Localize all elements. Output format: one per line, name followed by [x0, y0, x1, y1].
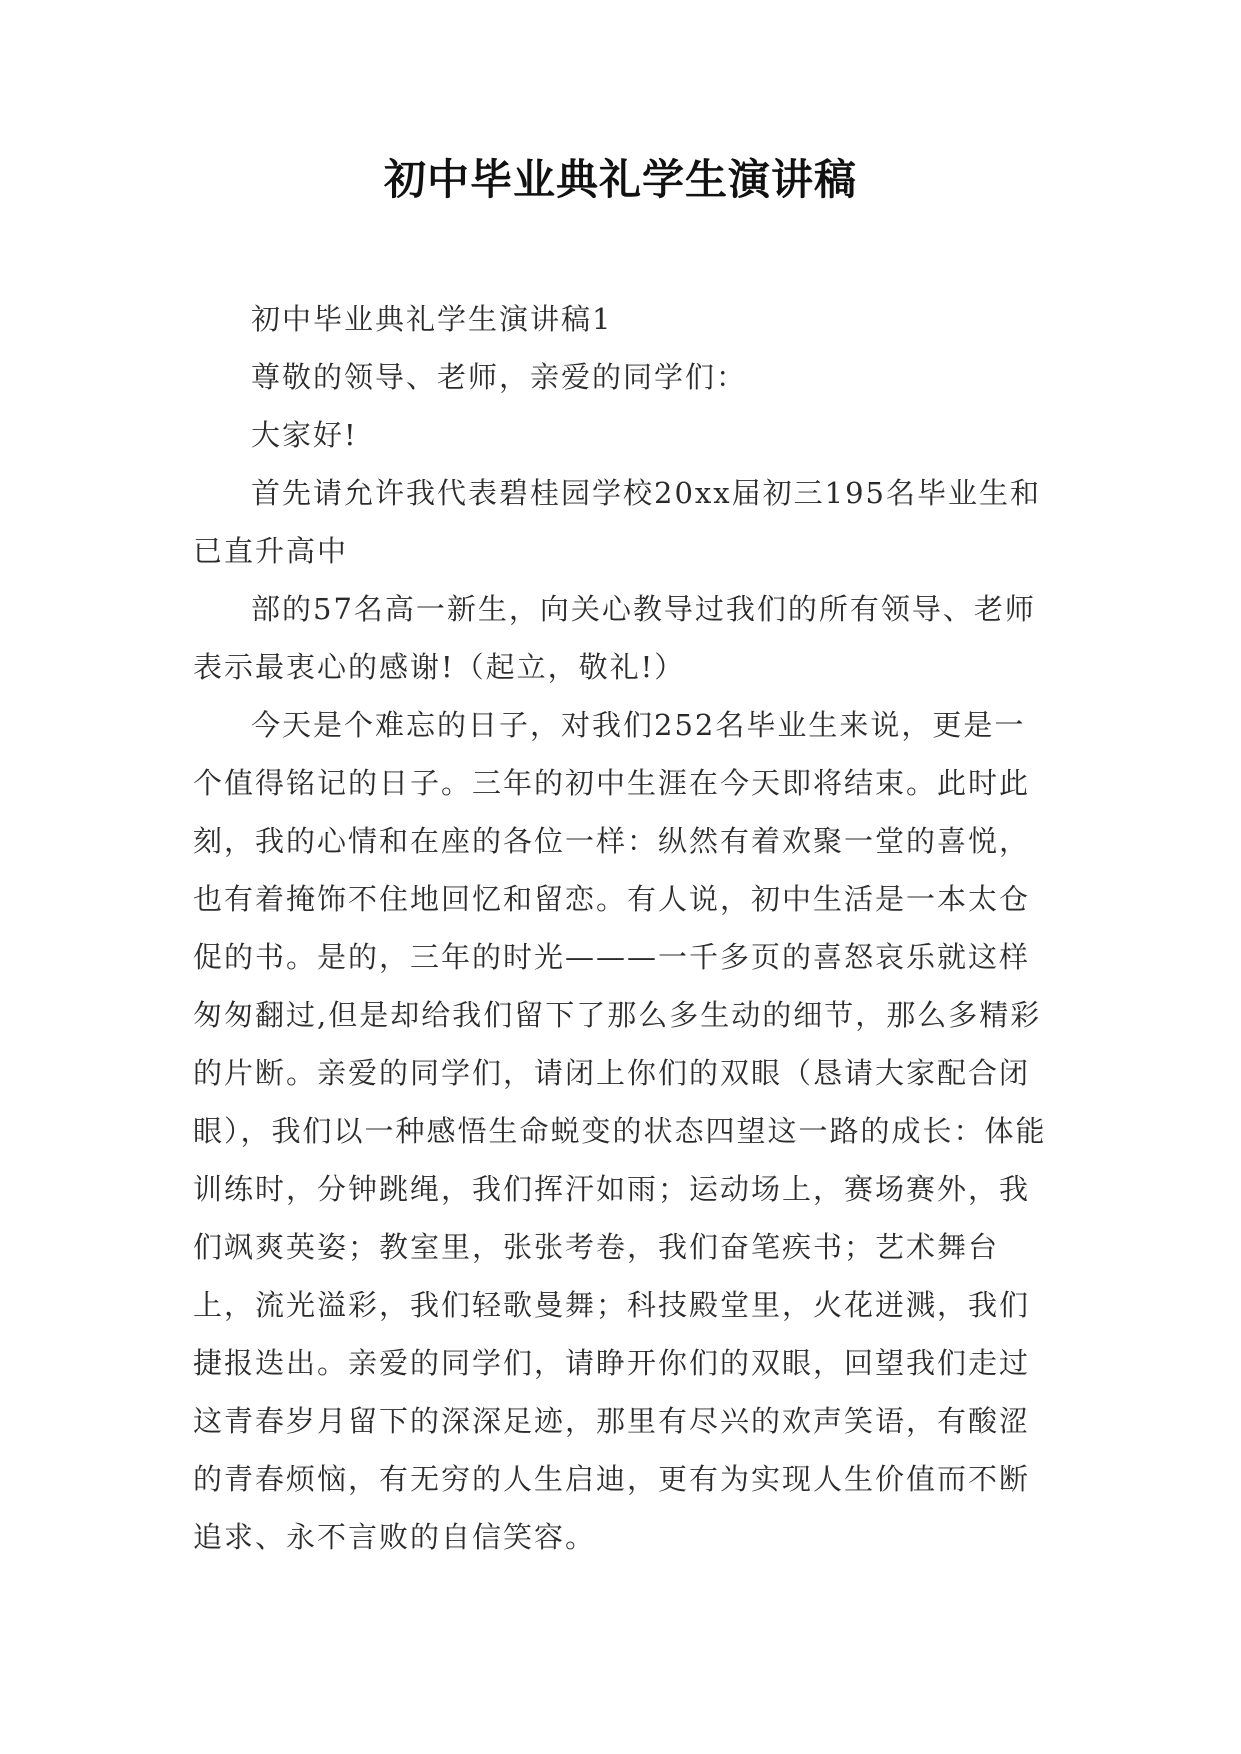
paragraph: 首先请允许我代表碧桂园学校20xx届初三195名毕业生和已直升高中 — [193, 476, 1041, 568]
paragraph: 部的57名高一新生，向关心教导过我们的所有领导、老师表示最衷心的感谢!（起立，敬礼!） — [193, 592, 1036, 684]
paragraph: 今天是个难忘的日子，对我们252名毕业生来说，更是一个值得铭记的日子。三年的初中生涯在今天即将结束。此时此刻，我的心情和在座的各位一样：纵然有着欢聚一堂的喜悦，也有着掩饰不住地回忆和留恋。有人说，初中生活是一本太仓促的书。是的，三年的时光———一千多页的喜怒哀乐就这样匆匆翻过,但是却给我们留下了那么多生动的细节，那么多精彩的片断。亲爱的同学们，请闭上你们的双眼（恳请大家配合闭眼），我们以一种感悟生命蜕变的状态四望这一路的成长：体能训练时，分钟跳绳，我们挥汗如雨；运动场上，赛场赛外，我们飒爽英姿；教室里，张张考卷，我们奋笔疾书；艺术舞台上，流光溢彩，我们轻歌曼舞；科技殿堂里，火花迸溅，我们捷报迭出。亲爱的同学们，请睁开你们的双眼，回望我们走过这青春岁月留下的深深足迹，那里有尽兴的欢声笑语，有酸涩的青春烦恼，有无穷的人生启迪，更有为实现人生价值而不断追求、永不言败的自信笑容。 — [193, 708, 1047, 1554]
greeting: 大家好! — [251, 418, 358, 452]
document-body — [193, 290, 1055, 1566]
speech-heading: 初中毕业典礼学生演讲稿1 — [251, 302, 613, 336]
document-title: 初中毕业典礼学生演讲稿 — [383, 155, 857, 204]
salutation: 尊敬的领导、老师，亲爱的同学们： — [251, 360, 748, 394]
